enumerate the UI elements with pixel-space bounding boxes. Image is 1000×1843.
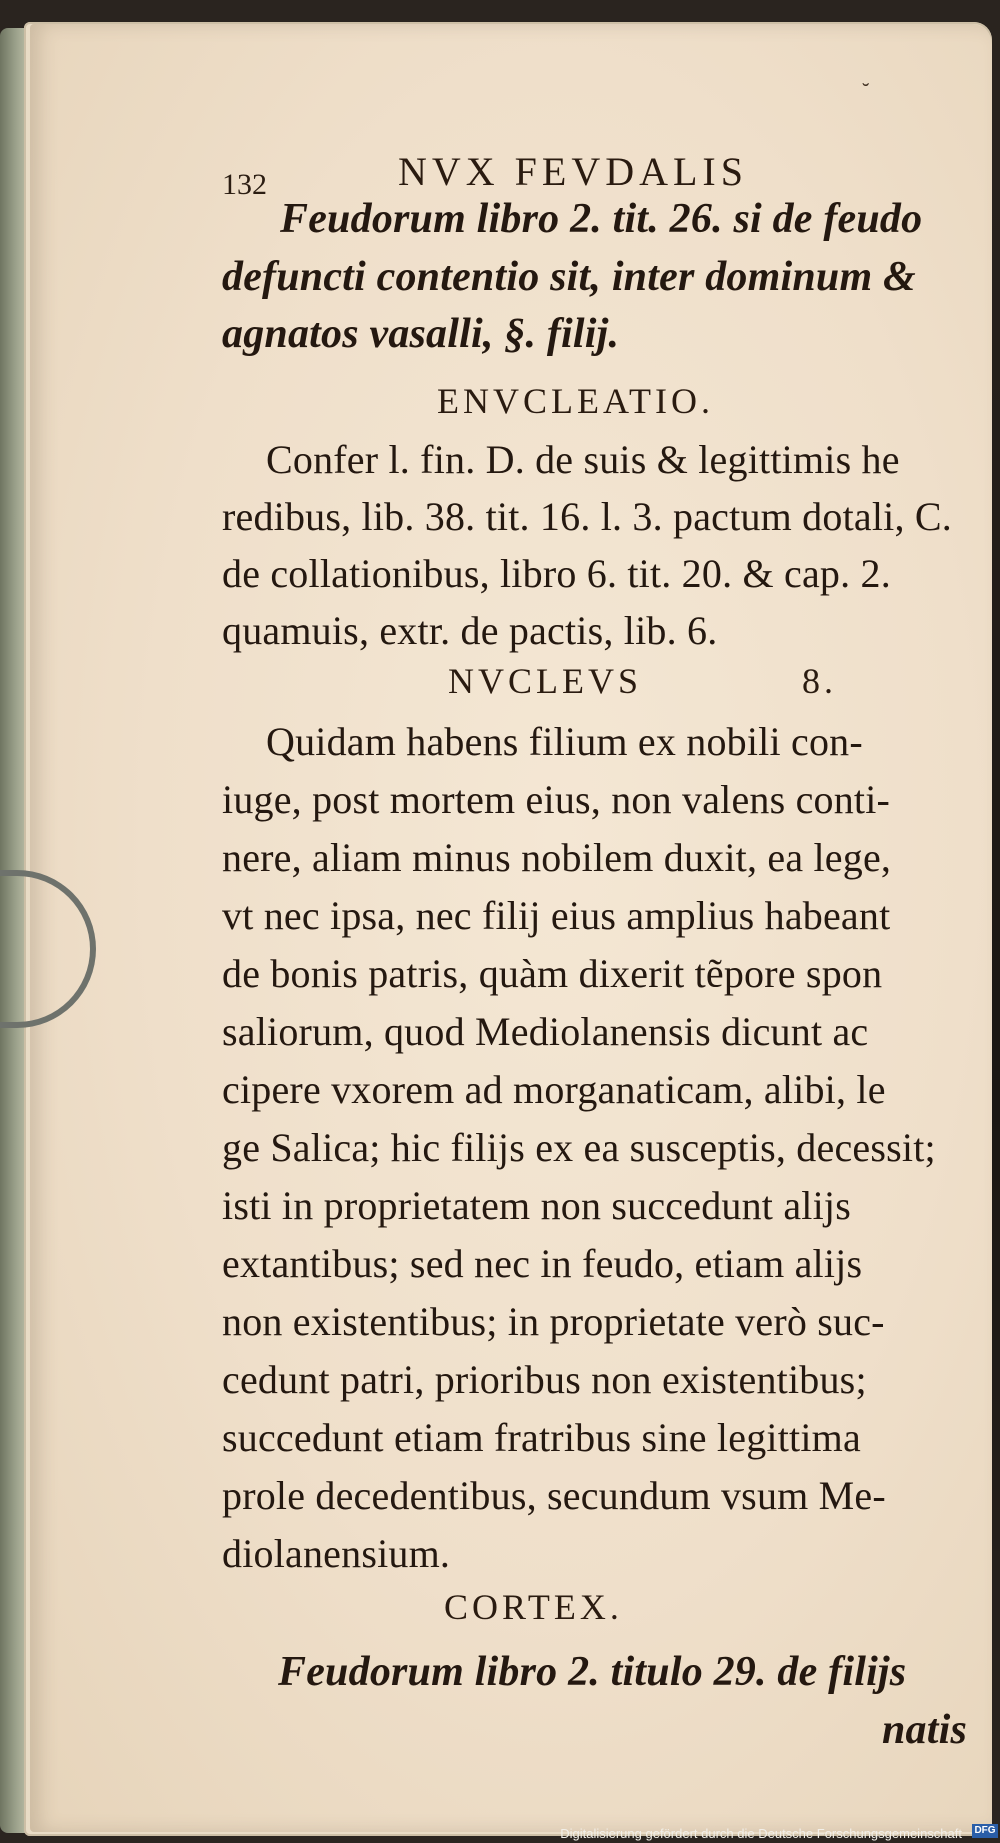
text-line: iuge, post mortem eius, non valens conti- bbox=[222, 777, 891, 822]
text-line: cedunt patri, prioribus non existentibus; bbox=[222, 1357, 867, 1402]
ink-mark: ˘ bbox=[862, 78, 870, 103]
text-line: succedunt etiam fratribus sine legittima bbox=[222, 1415, 861, 1460]
text-line: Confer l. fin. D. de suis & legittimis he bbox=[266, 437, 900, 482]
heading-nucleus: NVCLEVS bbox=[448, 661, 643, 701]
running-head: NVX FEVDALIS bbox=[398, 149, 748, 194]
text-line: Quidam habens filium ex nobili con- bbox=[266, 719, 863, 764]
text-line: defuncti contentio sit, inter dominum & bbox=[222, 254, 916, 300]
text-line: natis bbox=[882, 1707, 968, 1753]
text-line: de bonis patris, quàm dixerit tẽpore spon bbox=[222, 951, 883, 996]
text-line: vt nec ipsa, nec filij eius amplius habeant bbox=[222, 893, 891, 938]
heading-nucleus-number: 8. bbox=[802, 661, 837, 701]
text-line: de collationibus, libro 6. tit. 20. & cap. 2. bbox=[222, 551, 891, 596]
dfg-logo: DFG bbox=[972, 1824, 998, 1838]
text-line: prole decedentibus, secundum vsum Me- bbox=[222, 1473, 886, 1518]
text-line: agnatos vasalli, §. filij. bbox=[222, 311, 620, 357]
page-number: 132 bbox=[222, 168, 267, 201]
credit-text: Digitalisierung gefördert durch die Deutsche Forschungsgemeinschaft bbox=[560, 1826, 962, 1841]
text-line: Feudorum libro 2. titulo 29. de filijs bbox=[278, 1649, 907, 1695]
digitization-credit bbox=[560, 1826, 990, 1841]
text-line: isti in proprietatem non succedunt alijs bbox=[222, 1183, 851, 1228]
paper-clip bbox=[0, 870, 96, 1028]
text-line: saliorum, quod Mediolanensis dicunt ac bbox=[222, 1009, 869, 1054]
text-line: nere, aliam minus nobilem duxit, ea lege, bbox=[222, 835, 892, 880]
heading-cortex: CORTEX. bbox=[444, 1587, 623, 1627]
text-line: ge Salica; hic filijs ex ea susceptis, decessit; bbox=[222, 1125, 936, 1170]
text-line: quamuis, extr. de pactis, lib. 6. bbox=[222, 608, 718, 653]
text-line: Feudorum libro 2. tit. 26. si de feudo bbox=[280, 196, 923, 242]
heading-enucleatio: ENVCLEATIO. bbox=[437, 381, 714, 421]
text-line: non existentibus; in proprietate verò suc- bbox=[222, 1299, 885, 1344]
text-line: extantibus; sed nec in feudo, etiam alijs bbox=[222, 1241, 863, 1286]
text-line: diolanensium. bbox=[222, 1531, 451, 1576]
text-line: cipere vxorem ad morganaticam, alibi, le bbox=[222, 1067, 886, 1112]
text-line: redibus, lib. 38. tit. 16. l. 3. pactum dotali, C. bbox=[222, 494, 952, 539]
